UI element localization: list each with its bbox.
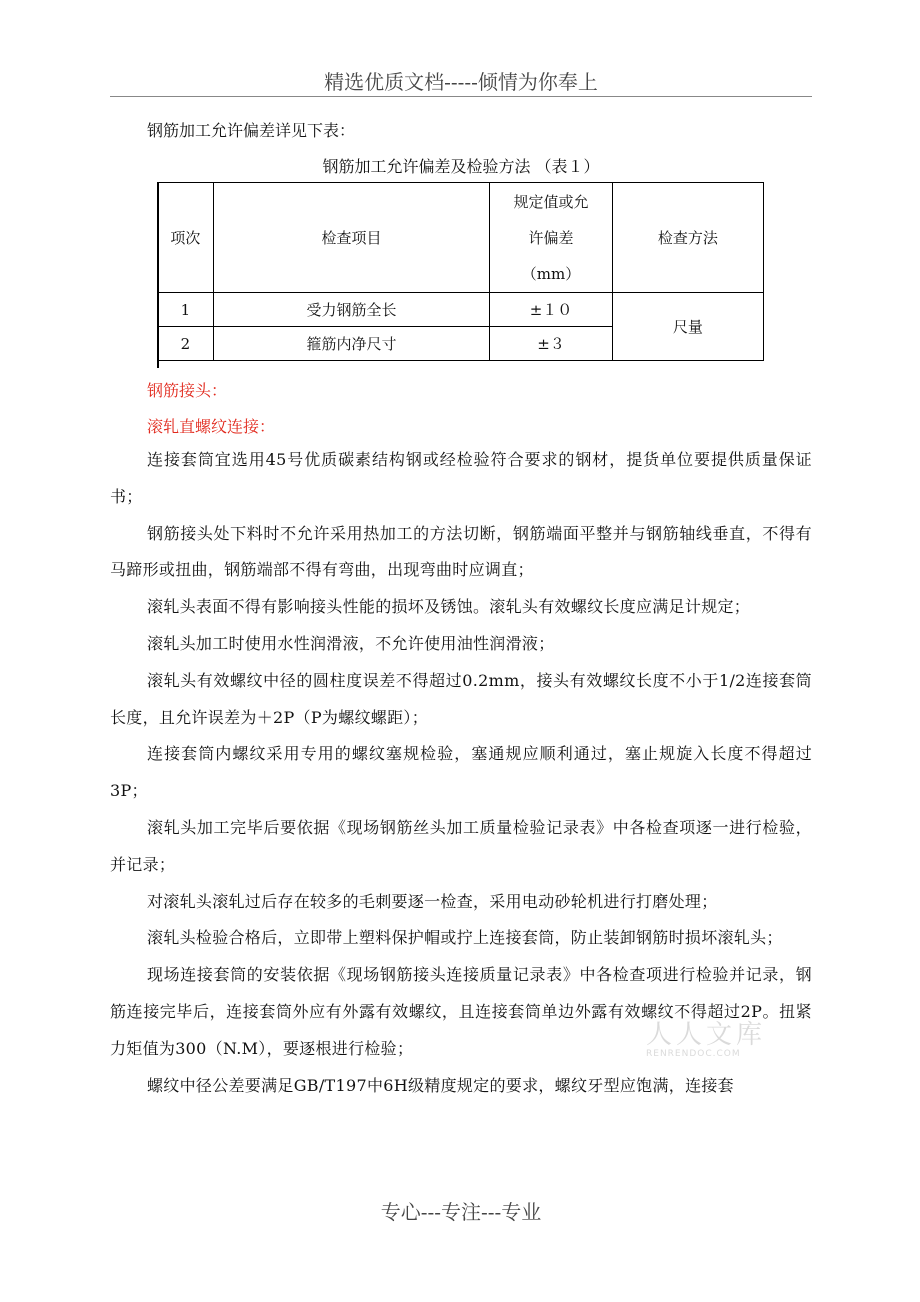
paragraph: 连接套筒内螺纹采用专用的螺纹塞规检验，塞通规应顺利通过，塞止规旋入长度不得超过3P； xyxy=(110,744,812,801)
body-text xyxy=(110,442,812,1104)
row-index: 1 xyxy=(158,293,214,327)
watermark-sub: RENRENDOC.COM xyxy=(646,1049,741,1059)
paragraph: 现场连接套筒的安装依据《现场钢筋接头连接质量记录表》中各检查项进行检验并记录，钢筋连接完毕后，连接套筒外应有外露有效螺纹，且连接套筒单边外露有效螺纹不得超过2P。扭紧力矩值为300（N.M），要逐根进行检验； xyxy=(110,965,812,1058)
table-header-row xyxy=(158,183,764,293)
row-tolerance: ±３ xyxy=(490,327,613,361)
page-footer: 专心---专注---专业 xyxy=(380,1200,542,1224)
row-method: 尺量 xyxy=(612,293,763,361)
table-row xyxy=(158,293,764,327)
header-tolerance xyxy=(490,183,613,293)
header-tolerance-line-3: （mm） xyxy=(521,264,581,283)
section-heading-roll: 滚轧直螺纹连接： xyxy=(147,417,276,436)
section-heading-joint: 钢筋接头： xyxy=(147,381,228,400)
paragraph: 对滚轧头滚轧过后存在较多的毛刺要逐一检查，采用电动砂轮机进行打磨处理； xyxy=(147,891,718,911)
paragraph: 滚轧头加工时使用水性润滑液，不允许使用油性润滑液； xyxy=(147,633,555,653)
intro-text: 钢筋加工允许偏差详见下表： xyxy=(147,121,356,140)
header-divider xyxy=(110,96,812,97)
row-tolerance: ±１０ xyxy=(490,293,613,327)
page-header: 精选优质文档-----倾情为你奉上 xyxy=(324,70,598,94)
paragraph: 螺纹中径公差要满足GB/T197中6H级精度规定的要求，螺纹牙型应饱满，连接套 xyxy=(147,1075,734,1095)
table-left-border xyxy=(157,182,159,368)
paragraph: 钢筋接头处下料时不允许采用热加工的方法切断，钢筋端面平整并与钢筋轴线垂直，不得有马蹄形或扭曲，钢筋端部不得有弯曲，出现弯曲时应调直； xyxy=(110,523,812,580)
header-tolerance-line-1: 规定值或允 xyxy=(513,192,589,211)
paragraph: 滚轧头检验合格后，立即带上塑料保护帽或拧上连接套筒，防止装卸钢筋时损坏滚轧头； xyxy=(147,928,783,948)
header-item: 检查项目 xyxy=(213,183,489,293)
paragraph: 滚轧头有效螺纹中径的圆柱度误差不得超过0.2mm，接头有效螺纹长度不小于1/2连接套筒长度，且允许误差为＋2P（P为螺纹螺距）； xyxy=(110,670,812,727)
paragraph: 滚轧头表面不得有影响接头性能的损坏及锈蚀。滚轧头有效螺纹长度应满足计规定； xyxy=(147,597,751,617)
row-item: 箍筋内净尺寸 xyxy=(213,327,489,361)
header-method: 检查方法 xyxy=(612,183,763,293)
table-caption: 钢筋加工允许偏差及检验方法 （表１） xyxy=(322,157,600,176)
row-index: 2 xyxy=(158,327,214,361)
watermark-main: 人人文库 xyxy=(646,1020,767,1050)
header-index: 项次 xyxy=(158,183,214,293)
paragraph: 滚轧头加工完毕后要依据《现场钢筋丝头加工质量检验记录表》中各检查项逐一进行检验，并记录； xyxy=(110,817,812,874)
header-tolerance-line-2: 许偏差 xyxy=(528,228,574,247)
tolerance-table xyxy=(157,182,764,361)
row-item: 受力钢筋全长 xyxy=(213,293,489,327)
paragraph: 连接套筒宜选用45号优质碳素结构钢或经检验符合要求的钢材，提货单位要提供质量保证书； xyxy=(110,450,812,506)
